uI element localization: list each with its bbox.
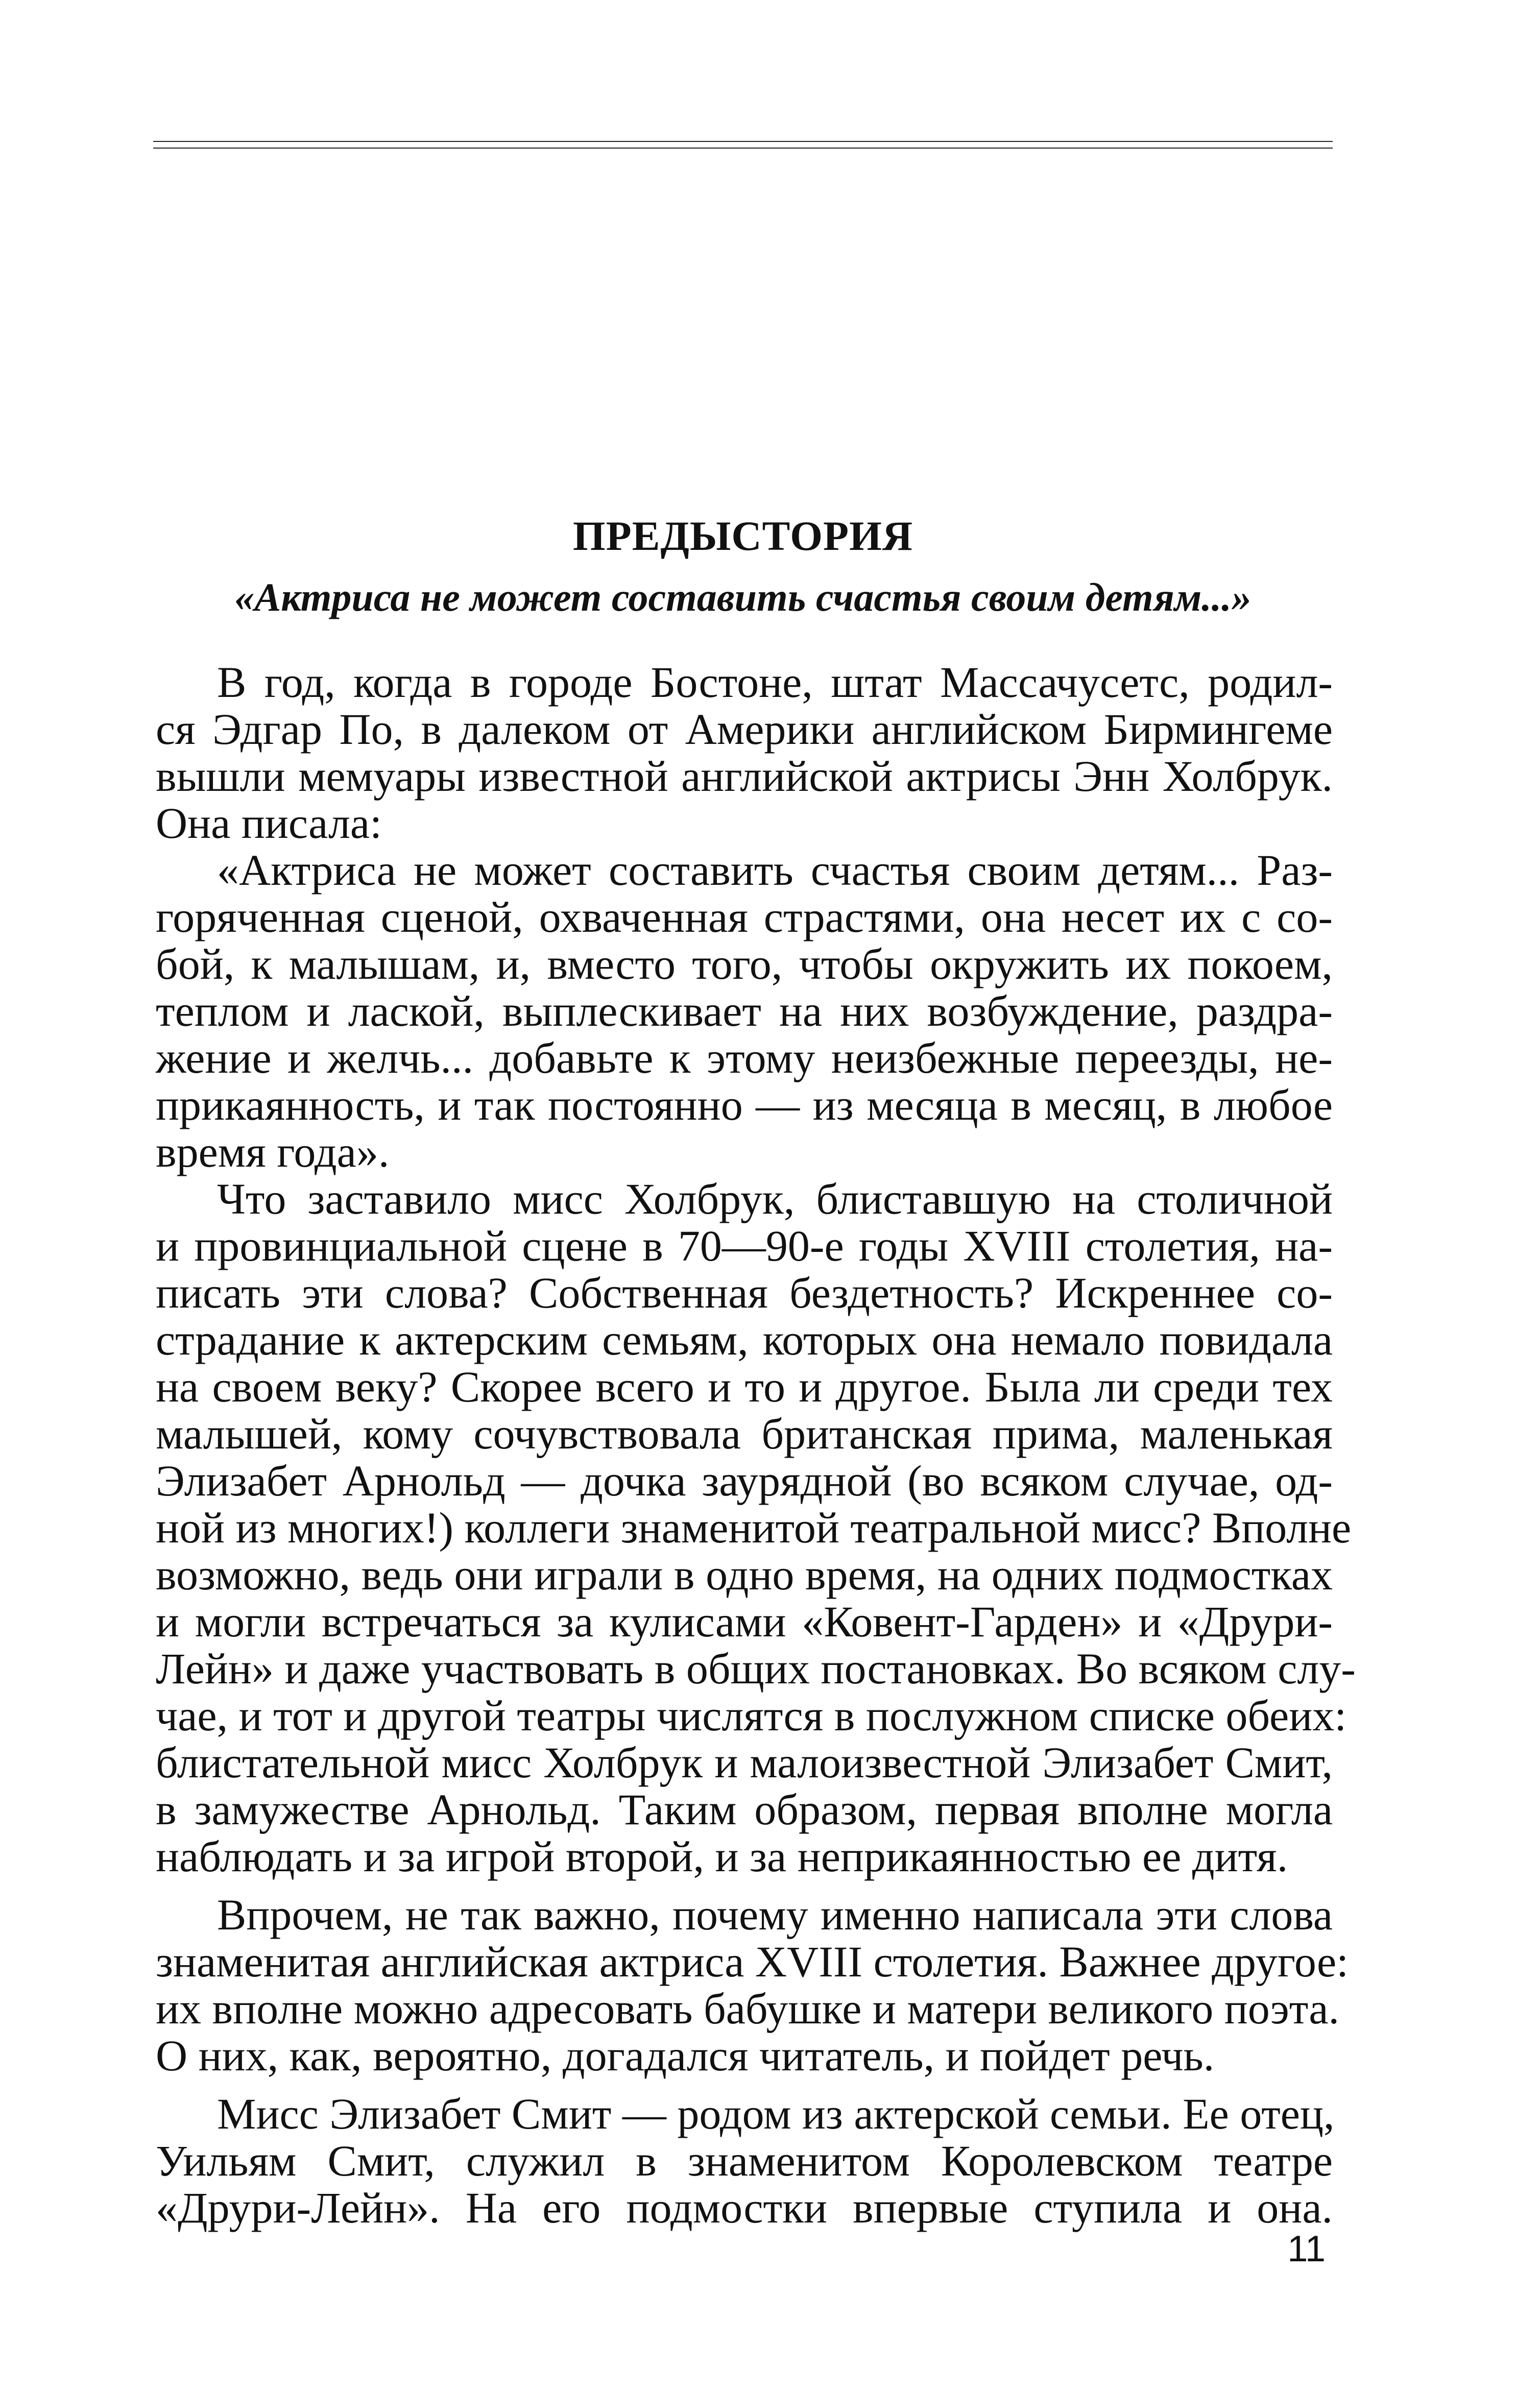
text-line: блистательной мисс Холбрук и малоизвестной Элизабет Смит, bbox=[156, 1738, 1333, 1787]
text-line: в замужестве Арнольд. Таким образом, первая вполне могла bbox=[156, 1785, 1333, 1834]
text-line: теплом и лаской, выплескивает на них возбуждение, раздра- bbox=[156, 986, 1333, 1035]
text-line: горяченная сценой, охваченная страстями, она несет их с со- bbox=[156, 892, 1333, 941]
text-line: В год, когда в городе Бостоне, штат Массачусетс, родил- bbox=[217, 658, 1333, 707]
paragraph bbox=[156, 2090, 1333, 2231]
text-line: знаменитая английская актриса XVIII столетия. Важнее другое: bbox=[156, 1937, 1349, 1986]
text-line: ся Эдгар По, в далеком от Америки английском Бирмингеме bbox=[156, 705, 1333, 754]
chapter-title: ПРЕДЫСТОРИЯ bbox=[572, 513, 913, 559]
text-line: чае, и тот и другой театры числятся в послужном списке обеих: bbox=[156, 1691, 1347, 1740]
text-line: и провинциальной сцене в 70—90-е годы XVIII столетия, на- bbox=[156, 1221, 1333, 1270]
top-rule bbox=[153, 141, 1333, 142]
text-line: «Друри-Лейн». На его подмостки впервые ступила и она. bbox=[156, 2183, 1333, 2232]
text-line: жение и желчь... добавьте к этому неизбежные переезды, не- bbox=[156, 1033, 1333, 1082]
text-line: Впрочем, не так важно, почему именно написала эти слова bbox=[217, 1890, 1333, 1939]
paragraph bbox=[156, 659, 1333, 847]
text-line: Элизабет Арнольд — дочка заурядной (во всяком случае, од- bbox=[156, 1456, 1333, 1505]
text-line: писать эти слова? Собственная бездетность? Искреннее со- bbox=[156, 1268, 1333, 1317]
text-line: вышли мемуары известной английской актрисы Энн Холбрук. bbox=[156, 752, 1333, 801]
chapter-epigraph: «Актриса не может составить счастья своим детям...» bbox=[234, 575, 1252, 619]
text-line: «Актриса не может составить счастья своим детям... Раз- bbox=[217, 845, 1333, 895]
text-line: Уильям Смит, служил в знаменитом Королевском театре bbox=[156, 2136, 1333, 2185]
paragraph bbox=[156, 1890, 1349, 2080]
page-number: 11 bbox=[1287, 2229, 1326, 2269]
text-line: их вполне можно адресовать бабушке и матери великого поэта. bbox=[156, 1984, 1340, 2033]
text-line: Что заставило мисс Холбрук, блиставшую на столичной bbox=[217, 1174, 1333, 1223]
paragraph-gap bbox=[156, 1880, 1333, 1891]
text-line: Лейн» и даже участвовать в общих постановках. Во всяком слу- bbox=[156, 1644, 1356, 1693]
text-line: Мисс Элизабет Смит — родом из актерской семьи. Ее отец, bbox=[217, 2089, 1335, 2138]
text-line: наблюдать и за игрой второй, и за неприкаянностью ее дитя. bbox=[156, 1832, 1288, 1881]
text-line: О них, как, вероятно, догадался читатель, и пойдет речь. bbox=[156, 2031, 1215, 2080]
text-line: возможно, ведь они играли в одно время, на одних подмостках bbox=[156, 1550, 1333, 1599]
text-line: время года». bbox=[156, 1127, 390, 1176]
paragraph-gap bbox=[156, 2079, 1333, 2090]
text-line: прикаянность, и так постоянно — из месяца в месяц, в любое bbox=[156, 1080, 1333, 1129]
top-rule-second bbox=[153, 148, 1333, 149]
text-line: страдание к актерским семьям, которых она немало повидала bbox=[156, 1315, 1333, 1364]
text-line: малышей, кому сочувствовала британская прима, маленькая bbox=[156, 1409, 1333, 1458]
text-line: Она писала: bbox=[156, 799, 382, 848]
text-line: и могли встречаться за кулисами «Ковент-Гарден» и «Друри- bbox=[156, 1597, 1333, 1646]
text-line: на своем веку? Скорее всего и то и другое. Была ли среди тех bbox=[156, 1362, 1333, 1411]
text-line: ной из многих!) коллеги знаменитой театральной мисс? Вполне bbox=[156, 1503, 1352, 1552]
paragraph bbox=[156, 1174, 1356, 1881]
body-text bbox=[156, 658, 1356, 2232]
text-line: бой, к малышам, и, вместо того, чтобы окружить их покоем, bbox=[156, 939, 1333, 988]
paragraph bbox=[156, 847, 1333, 1175]
